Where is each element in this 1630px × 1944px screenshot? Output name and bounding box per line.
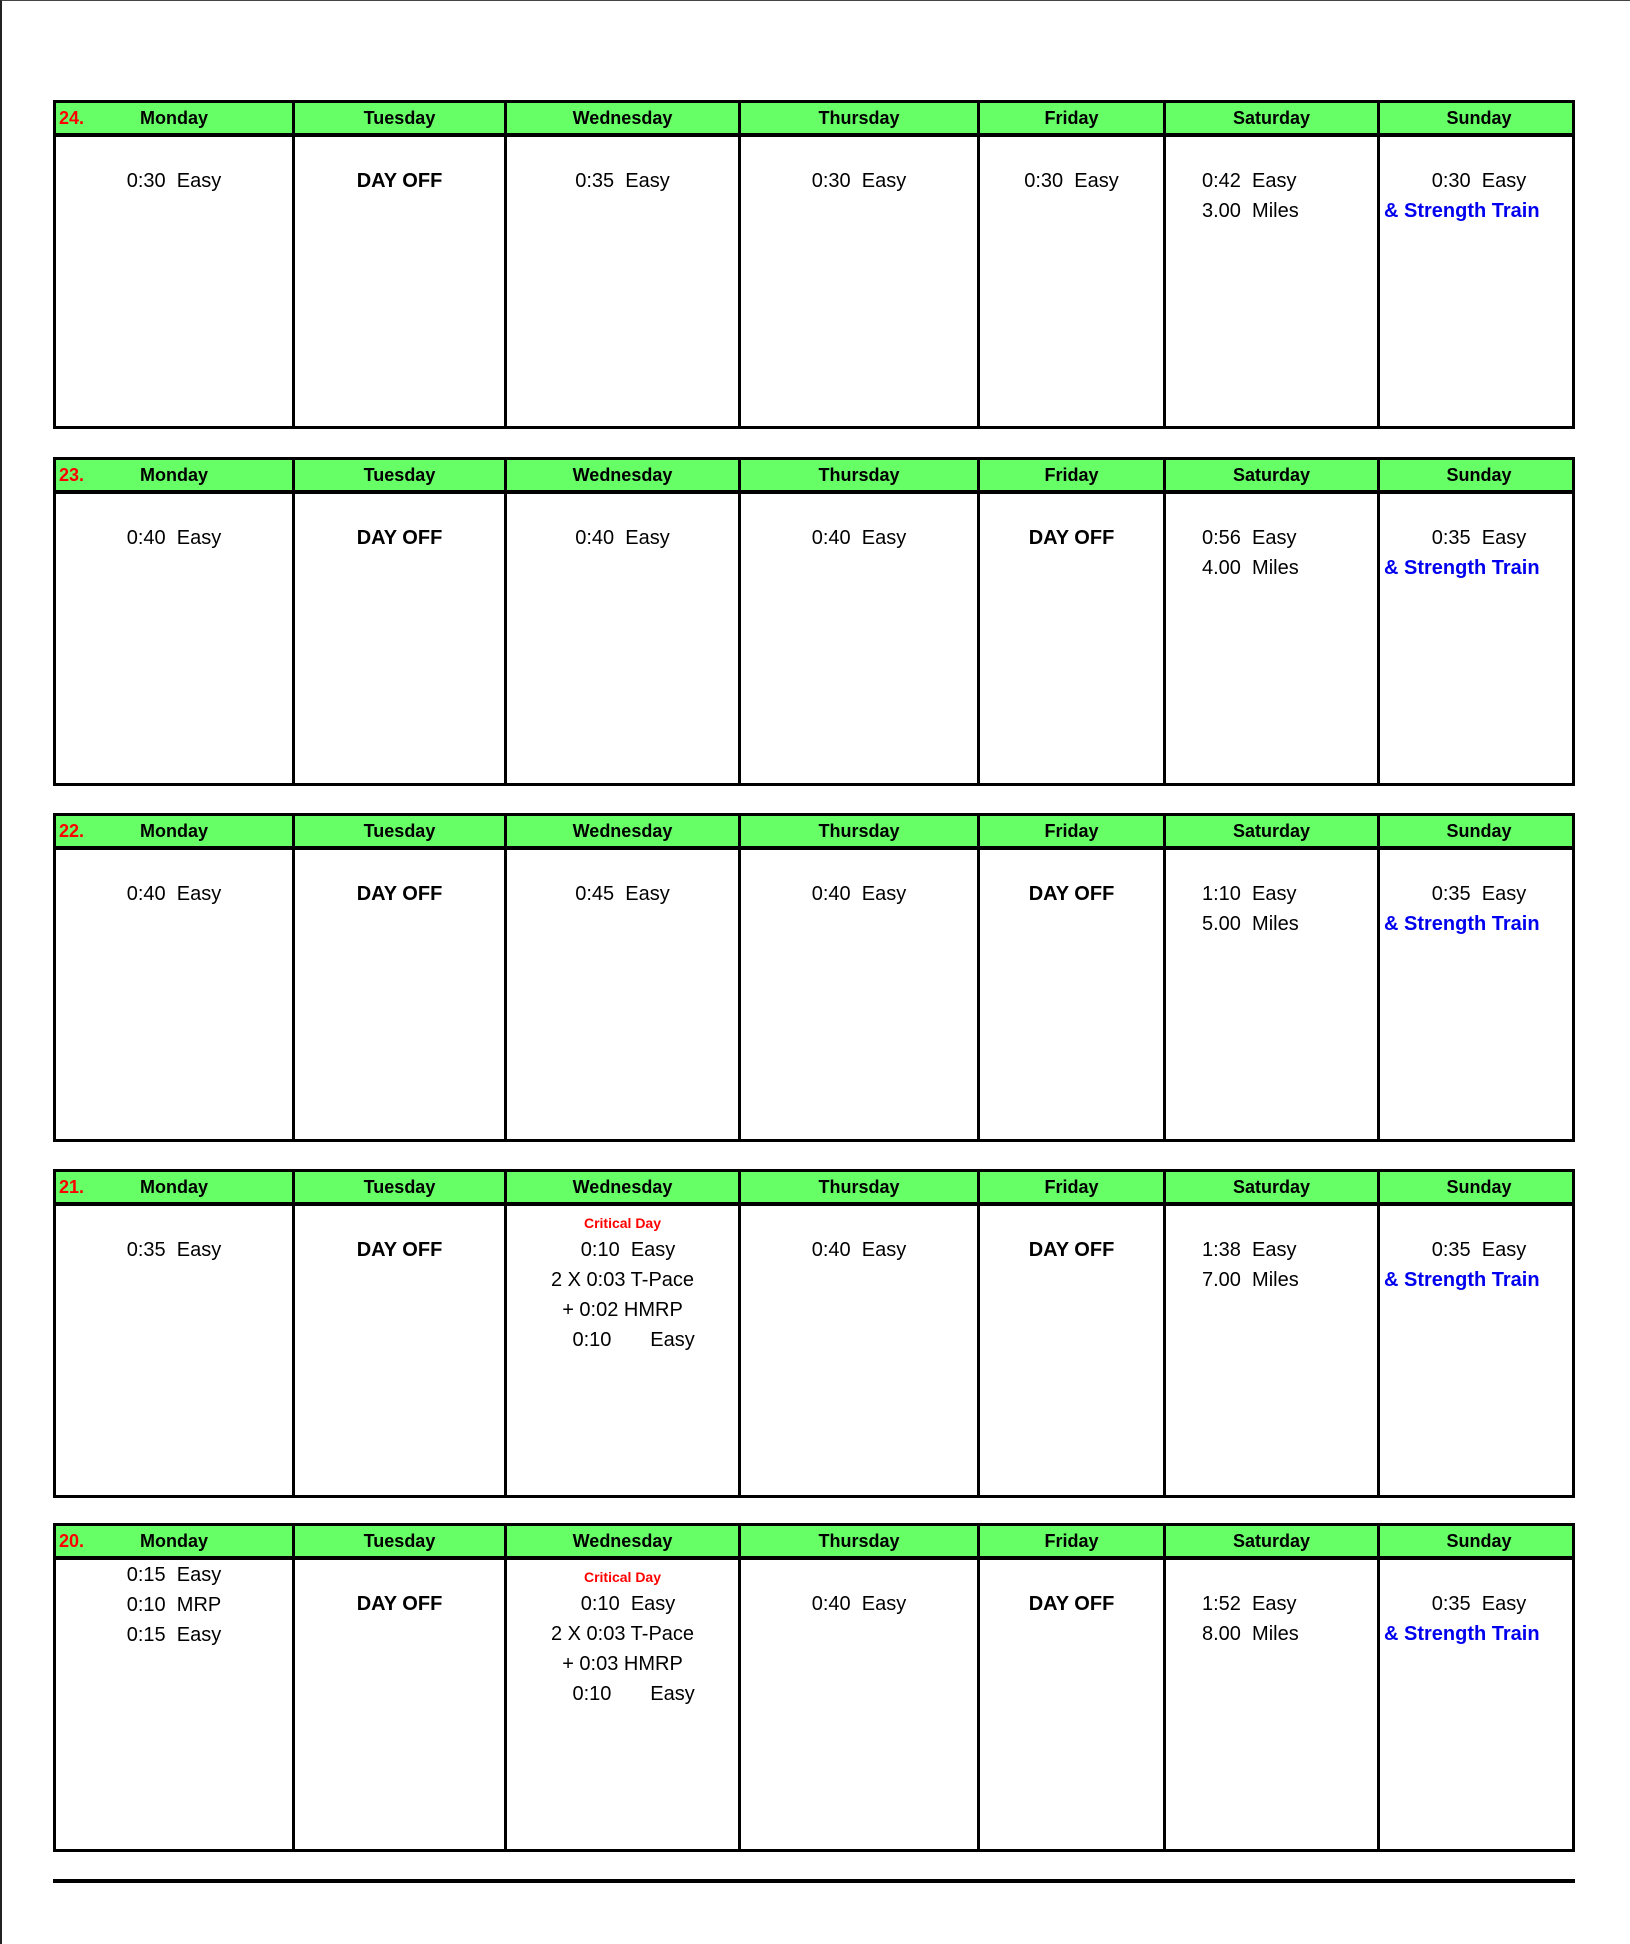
day-header-friday [980, 816, 1166, 846]
workout-line: 0:35 Easy [575, 170, 670, 192]
day-header-thursday [741, 1172, 980, 1202]
workout-cell-monday [56, 1560, 295, 1849]
workout-line: + 0:03 HMRP [562, 1653, 683, 1675]
day-off-label: DAY OFF [1028, 883, 1115, 905]
workout-line: 0:30 Easy [811, 170, 907, 192]
day-label: Saturday [1232, 465, 1311, 485]
day-header-friday [980, 460, 1166, 490]
day-label: Saturday [1232, 108, 1311, 128]
strength-train-note: & Strength Train [1384, 557, 1540, 579]
workout-cell-thursday [741, 1206, 980, 1495]
day-label: Sunday [1446, 1177, 1512, 1197]
workout-cell-friday [980, 1560, 1166, 1849]
workout-line: 0:10 Easy [550, 1683, 695, 1705]
day-off-label: DAY OFF [356, 883, 443, 905]
workout-cell-thursday [741, 494, 980, 783]
day-header-friday [980, 103, 1166, 133]
week-number: 20. [59, 1531, 85, 1551]
workout-line: 0:30 Easy [1024, 170, 1119, 192]
workout-line: 7.00 Miles [1202, 1269, 1299, 1291]
workout-cell-thursday [741, 137, 980, 426]
workout-cell-monday [56, 850, 295, 1139]
week-body-row [56, 1206, 1572, 1495]
day-label: Friday [1044, 1177, 1099, 1197]
week-body-row [56, 850, 1572, 1139]
workout-cell-wednesday [507, 1560, 741, 1849]
workout-line: 0:30 Easy [1431, 170, 1527, 192]
workout-cell-friday [980, 137, 1166, 426]
day-label: Thursday [818, 1177, 900, 1197]
workout-line: 0:40 Easy [811, 527, 907, 549]
day-label: Wednesday [572, 821, 673, 841]
day-header-sunday [1380, 1172, 1578, 1202]
day-label: Sunday [1446, 465, 1512, 485]
workout-cell-sunday [1380, 850, 1578, 1139]
workout-cell-friday [980, 494, 1166, 783]
day-label: Tuesday [363, 465, 436, 485]
workout-line: 1:38 Easy [1202, 1239, 1297, 1261]
workout-line: 0:40 Easy [126, 527, 222, 549]
day-off-label: DAY OFF [1028, 527, 1115, 549]
day-header-monday [56, 103, 295, 133]
day-off-label: DAY OFF [1028, 1239, 1115, 1261]
day-label: Wednesday [572, 465, 673, 485]
workout-line: 0:40 Easy [575, 527, 670, 549]
workout-line: 2 X 0:03 T-Pace [550, 1269, 695, 1291]
day-label: Friday [1044, 821, 1099, 841]
workout-cell-saturday [1166, 1206, 1380, 1495]
day-label: Monday [139, 1177, 208, 1197]
day-header-monday [56, 1172, 295, 1202]
day-header-saturday [1166, 1172, 1380, 1202]
week-block [53, 457, 1575, 786]
day-label: Sunday [1446, 1531, 1512, 1551]
workout-line: 0:35 Easy [1431, 1239, 1527, 1261]
critical-day-label: Critical Day [583, 1215, 662, 1231]
workout-line: 0:40 Easy [811, 1239, 907, 1261]
day-label: Tuesday [363, 1531, 436, 1551]
week-number: 23. [59, 465, 85, 485]
critical-day-label: Critical Day [583, 1569, 662, 1585]
week-body-row [56, 1560, 1572, 1849]
workout-cell-tuesday [295, 494, 507, 783]
week-number: 21. [59, 1177, 85, 1197]
workout-line: 0:35 Easy [1431, 527, 1527, 549]
workout-cell-friday [980, 1206, 1166, 1495]
workout-cell-thursday [741, 850, 980, 1139]
workout-line: 0:45 Easy [575, 883, 670, 905]
workout-line: + 0:02 HMRP [562, 1299, 683, 1321]
workout-line: 0:35 Easy [126, 1239, 222, 1261]
day-header-saturday [1166, 1526, 1380, 1556]
day-header-wednesday [507, 1526, 741, 1556]
workout-cell-tuesday [295, 137, 507, 426]
day-header-tuesday [295, 816, 507, 846]
day-off-label: DAY OFF [1028, 1593, 1115, 1615]
workout-line: 8.00 Miles [1202, 1623, 1299, 1645]
week-header-row [56, 1526, 1572, 1560]
day-off-label: DAY OFF [356, 170, 443, 192]
week-number: 24. [59, 108, 85, 128]
workout-cell-tuesday [295, 1206, 507, 1495]
week-body-row [56, 494, 1572, 783]
day-header-sunday [1380, 103, 1578, 133]
workout-line: 0:10 Easy [569, 1593, 676, 1615]
workout-cell-saturday [1166, 1560, 1380, 1849]
workout-cell-saturday [1166, 494, 1380, 783]
day-label: Saturday [1232, 1177, 1311, 1197]
workout-line: 0:40 Easy [811, 883, 907, 905]
day-header-thursday [741, 460, 980, 490]
workout-line: 4.00 Miles [1202, 557, 1299, 579]
week-header-row [56, 1172, 1572, 1206]
day-label: Thursday [818, 821, 900, 841]
day-label: Tuesday [363, 1177, 436, 1197]
workout-line: 0:15 Easy [126, 1624, 222, 1646]
workout-line: 0:56 Easy [1202, 527, 1297, 549]
day-label: Monday [139, 821, 208, 841]
day-label: Saturday [1232, 1531, 1311, 1551]
day-header-sunday [1380, 1526, 1578, 1556]
day-label: Saturday [1232, 821, 1311, 841]
day-header-saturday [1166, 816, 1380, 846]
week-header-row [56, 816, 1572, 850]
day-off-label: DAY OFF [356, 1239, 443, 1261]
day-label: Thursday [818, 1531, 900, 1551]
day-label: Sunday [1446, 821, 1512, 841]
workout-line: 0:15 Easy [126, 1564, 222, 1586]
workout-line: 0:35 Easy [1431, 1593, 1527, 1615]
workout-line: 0:10 MRP [126, 1594, 222, 1616]
day-off-label: DAY OFF [356, 527, 443, 549]
workout-cell-thursday [741, 1560, 980, 1849]
workout-line: 0:40 Easy [126, 883, 222, 905]
day-label: Friday [1044, 108, 1099, 128]
workout-cell-sunday [1380, 1206, 1578, 1495]
day-header-monday [56, 460, 295, 490]
day-header-wednesday [507, 103, 741, 133]
day-header-wednesday [507, 460, 741, 490]
workout-line: 1:10 Easy [1202, 883, 1297, 905]
strength-train-note: & Strength Train [1384, 200, 1540, 222]
day-header-saturday [1166, 103, 1380, 133]
week-block [53, 100, 1575, 429]
bottom-divider [53, 1879, 1575, 1883]
day-header-monday [56, 816, 295, 846]
week-block [53, 1169, 1575, 1498]
workout-line: 5.00 Miles [1202, 913, 1299, 935]
workout-line: 0:30 Easy [126, 170, 222, 192]
workout-cell-sunday [1380, 137, 1578, 426]
strength-train-note: & Strength Train [1384, 913, 1540, 935]
day-label: Monday [139, 108, 208, 128]
day-off-label: DAY OFF [356, 1593, 443, 1615]
day-header-wednesday [507, 1172, 741, 1202]
workout-cell-wednesday [507, 1206, 741, 1495]
workout-cell-saturday [1166, 850, 1380, 1139]
week-body-row [56, 137, 1572, 426]
workout-line: 3.00 Miles [1202, 200, 1299, 222]
day-label: Wednesday [572, 1177, 673, 1197]
day-label: Friday [1044, 465, 1099, 485]
workout-cell-tuesday [295, 1560, 507, 1849]
day-label: Thursday [818, 465, 900, 485]
week-block [53, 813, 1575, 1142]
day-header-thursday [741, 103, 980, 133]
workout-cell-wednesday [507, 137, 741, 426]
workout-cell-tuesday [295, 850, 507, 1139]
workout-line: 0:10 Easy [550, 1329, 695, 1351]
workout-line: 1:52 Easy [1202, 1593, 1297, 1615]
day-header-saturday [1166, 460, 1380, 490]
workout-cell-wednesday [507, 494, 741, 783]
day-header-tuesday [295, 460, 507, 490]
day-header-monday [56, 1526, 295, 1556]
workout-line: 0:40 Easy [811, 1593, 907, 1615]
day-label: Monday [139, 1531, 208, 1551]
week-header-row [56, 103, 1572, 137]
day-header-thursday [741, 1526, 980, 1556]
workout-line: 0:42 Easy [1202, 170, 1297, 192]
day-header-wednesday [507, 816, 741, 846]
workout-cell-friday [980, 850, 1166, 1139]
day-header-tuesday [295, 1172, 507, 1202]
workout-cell-monday [56, 494, 295, 783]
workout-cell-sunday [1380, 1560, 1578, 1849]
week-block [53, 1523, 1575, 1852]
week-number: 22. [59, 821, 85, 841]
day-label: Tuesday [363, 108, 436, 128]
day-label: Friday [1044, 1531, 1099, 1551]
day-header-sunday [1380, 816, 1578, 846]
workout-cell-saturday [1166, 137, 1380, 426]
day-label: Tuesday [363, 821, 436, 841]
workout-line: 2 X 0:03 T-Pace [550, 1623, 695, 1645]
workout-cell-monday [56, 1206, 295, 1495]
day-header-tuesday [295, 1526, 507, 1556]
day-label: Sunday [1446, 108, 1512, 128]
week-header-row [56, 460, 1572, 494]
day-header-friday [980, 1526, 1166, 1556]
workout-line: 0:35 Easy [1431, 883, 1527, 905]
day-header-sunday [1380, 460, 1578, 490]
strength-train-note: & Strength Train [1384, 1269, 1540, 1291]
day-header-friday [980, 1172, 1166, 1202]
day-header-thursday [741, 816, 980, 846]
day-label: Wednesday [572, 108, 673, 128]
strength-train-note: & Strength Train [1384, 1623, 1540, 1645]
day-label: Monday [139, 465, 208, 485]
day-header-tuesday [295, 103, 507, 133]
workout-cell-sunday [1380, 494, 1578, 783]
workout-cell-wednesday [507, 850, 741, 1139]
workout-line: 0:10 Easy [569, 1239, 676, 1261]
day-label: Thursday [818, 108, 900, 128]
workout-cell-monday [56, 137, 295, 426]
day-label: Wednesday [572, 1531, 673, 1551]
